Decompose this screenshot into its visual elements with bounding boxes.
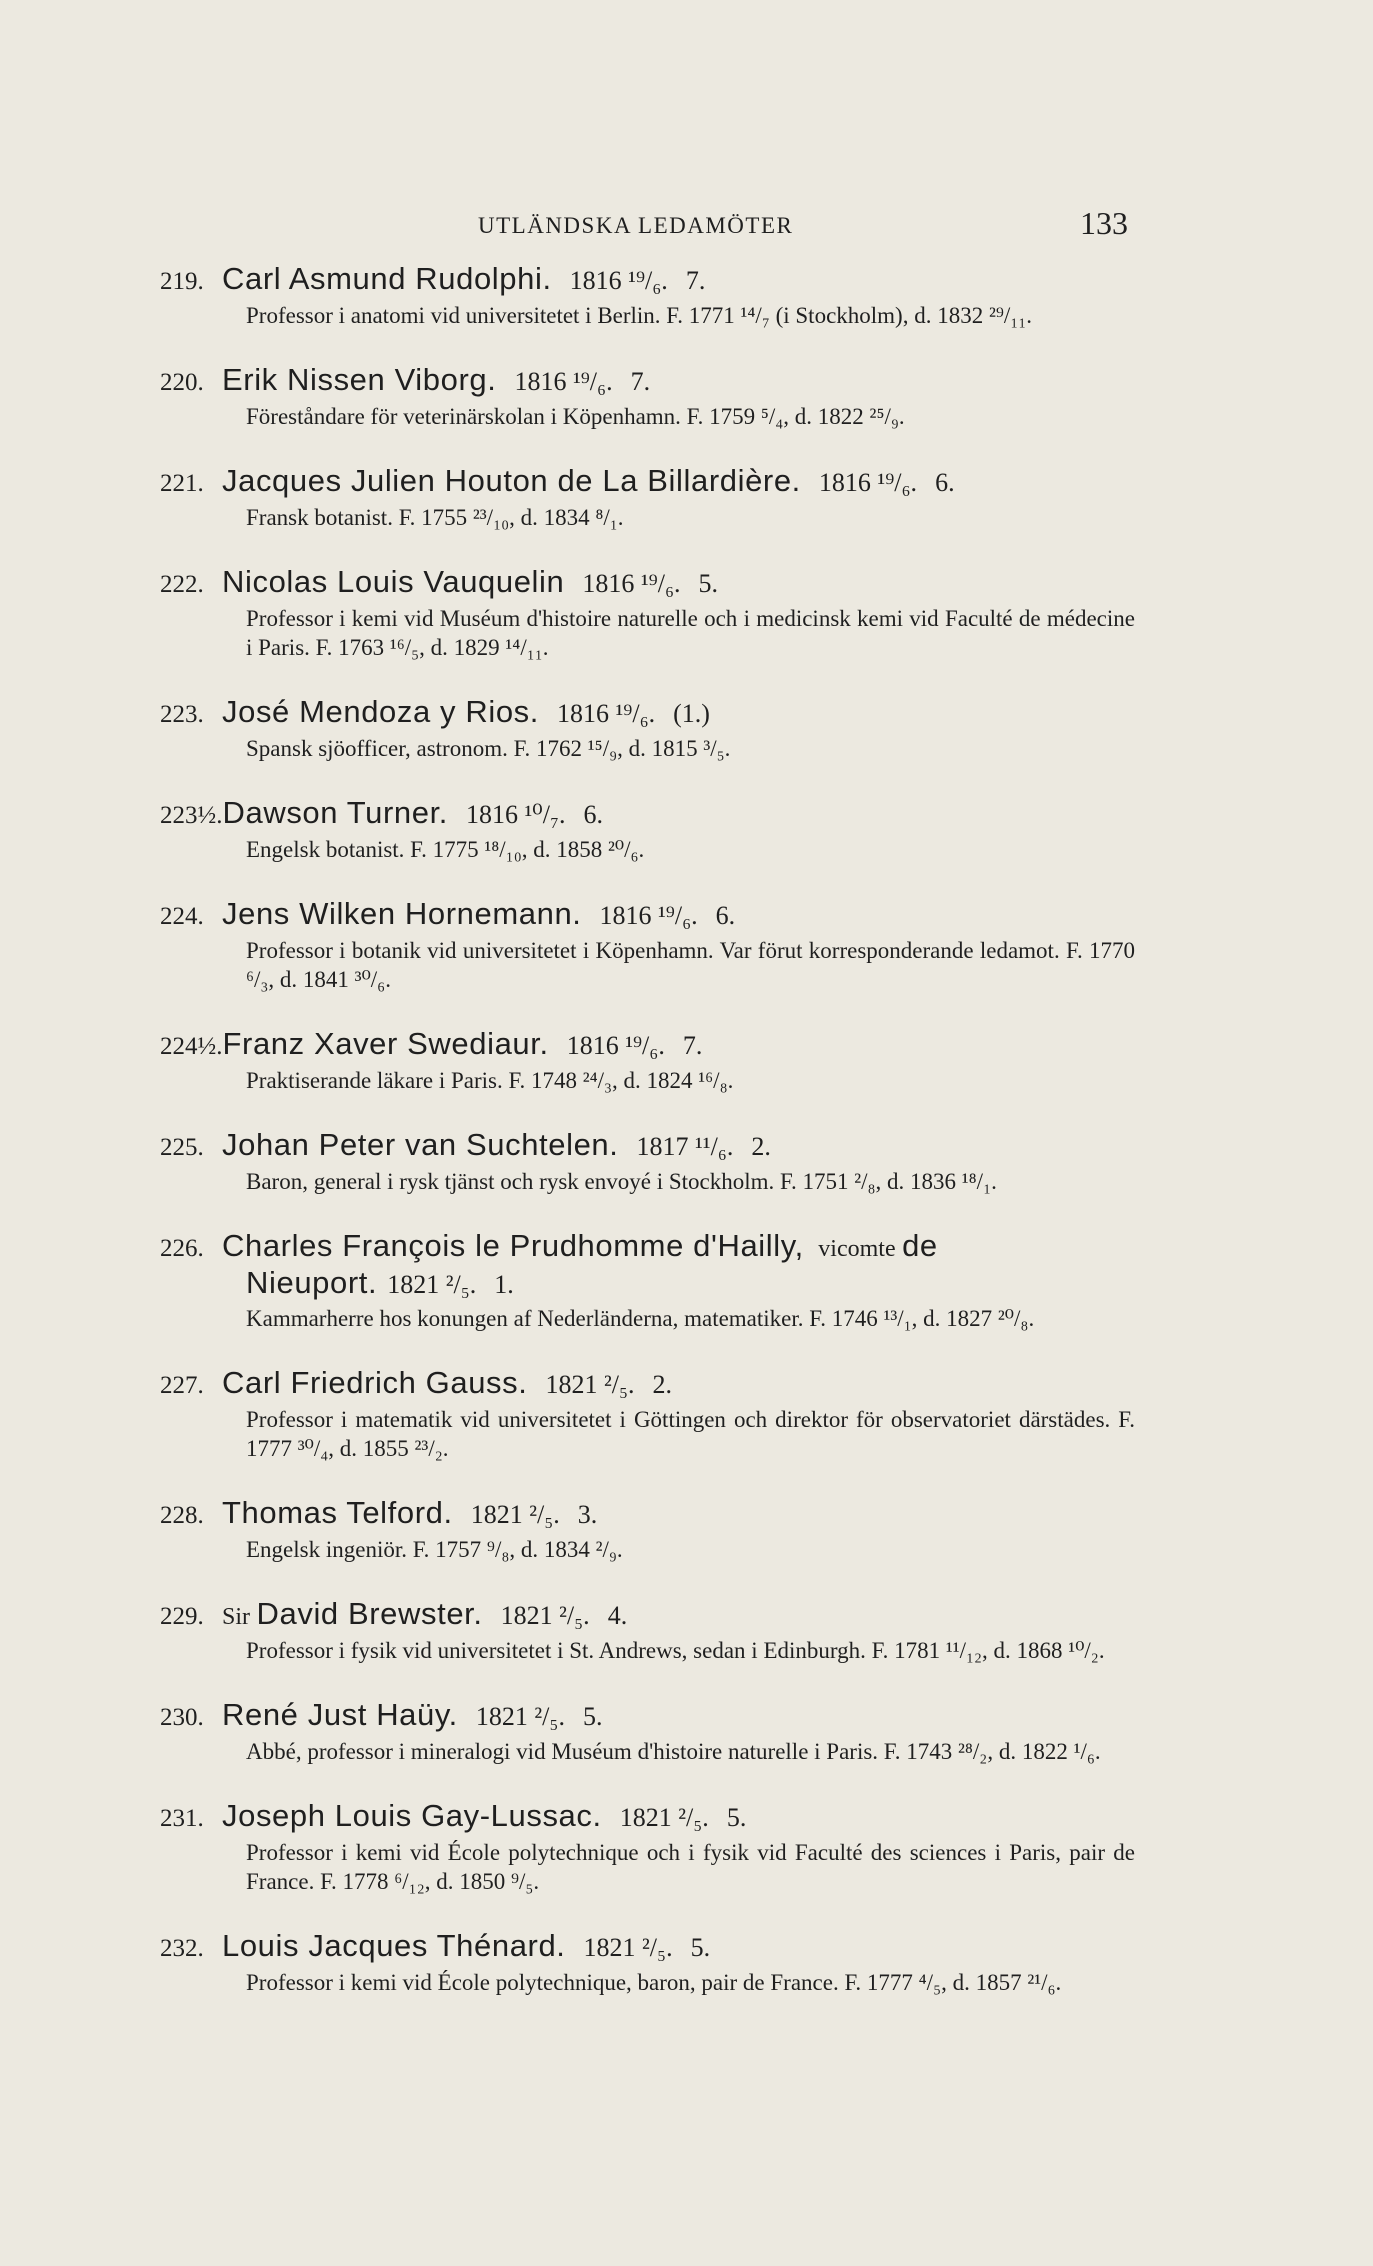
- class-number: 5.: [582, 1702, 603, 1731]
- member-name: Jacques Julien Houton de La Billardière.: [222, 463, 801, 498]
- entry-231: [160, 1799, 1135, 1896]
- member-name: José Mendoza y Rios.: [222, 694, 539, 729]
- entry-list: [160, 262, 1135, 2030]
- entry-number: 225.: [160, 1134, 204, 1161]
- entry-number: 229.: [160, 1603, 204, 1630]
- entry-223-half: [160, 796, 1135, 864]
- election-date: 1816 ¹⁹/₆.: [582, 569, 681, 598]
- member-name: Franz Xaver Swediaur.: [222, 1026, 549, 1061]
- class-number: 1.: [494, 1270, 514, 1299]
- entry-220: [160, 363, 1135, 431]
- election-date: 1821 ²/₅.: [470, 1500, 560, 1529]
- member-description: Professor i kemi vid École polytechnique, baron, pair de France. F. 1777 ⁴/₅, d. 1857 ²¹/₆.: [246, 1970, 1062, 1995]
- member-description: Föreståndare för veterinärskolan i Köpenhamn. F. 1759 ⁵/₄, d. 1822 ²⁵/₉.: [246, 404, 905, 429]
- class-number: 4.: [607, 1601, 628, 1630]
- election-date: 1821 ²/₅.: [387, 1270, 477, 1299]
- election-date: 1816 ¹⁰/₇.: [466, 800, 566, 829]
- election-date: 1821 ²/₅.: [583, 1933, 673, 1962]
- entry-232: [160, 1929, 1135, 1997]
- entry-number: 222.: [160, 571, 204, 598]
- election-date: 1817 ¹¹/₆.: [636, 1132, 734, 1161]
- entry-219: [160, 262, 1135, 330]
- member-description: Kammarherre hos konungen af Nederländerna, matematiker. F. 1746 ¹³/₁, d. 1827 ²⁰/₈.: [246, 1306, 1035, 1331]
- election-date: 1816 ¹⁹/₆.: [599, 901, 698, 930]
- entry-227: [160, 1366, 1135, 1463]
- class-number: 6.: [935, 468, 955, 497]
- member-description: Professor i matematik vid universitetet i Göttingen och direktor för observatoriet därstädes. F. 1777 ³⁰/₄, d. 1855 ²³/₂.: [246, 1407, 1135, 1461]
- entry-number: 230.: [160, 1704, 204, 1731]
- member-description: Professor i fysik vid universitetet i St. Andrews, sedan i Edinburgh. F. 1781 ¹¹/₁₂, d. 1868 ¹⁰/₂.: [246, 1638, 1105, 1663]
- entry-230: [160, 1698, 1135, 1766]
- entry-221: [160, 464, 1135, 532]
- class-number: 5.: [726, 1803, 747, 1832]
- member-name: Joseph Louis Gay-Lussac.: [222, 1798, 602, 1833]
- member-description: Professor i kemi vid Muséum d'histoire naturelle och i medicinsk kemi vid Faculté de médecine i Paris. F. 1763 ¹⁶/₅, d. 1829 ¹⁴/₁₁.: [246, 606, 1135, 660]
- entry-number: 226.: [160, 1235, 204, 1262]
- class-number: (1.): [673, 699, 710, 728]
- member-name: Dawson Turner.: [222, 795, 449, 830]
- entry-222: [160, 565, 1135, 662]
- member-description: Professor i kemi vid École polytechnique och i fysik vid Faculté des sciences i Paris, pair de France. F. 1778 ⁶/₁₂, d. 1850 ⁹/₅.: [246, 1840, 1135, 1894]
- member-name: Nicolas Louis Vauquelin: [222, 564, 565, 599]
- entry-number: 232.: [160, 1935, 204, 1962]
- entry-224-half: [160, 1027, 1135, 1095]
- member-name: Carl Friedrich Gauss.: [222, 1365, 528, 1400]
- member-name-tail: Nieuport.: [246, 1265, 378, 1300]
- entry-number: 227.: [160, 1372, 204, 1399]
- member-name: Johan Peter van Suchtelen.: [222, 1127, 619, 1162]
- entry-225: [160, 1128, 1135, 1196]
- member-description: Fransk botanist. F. 1755 ²³/₁₀, d. 1834 ⁸/₁.: [246, 505, 624, 530]
- entry-228: [160, 1496, 1135, 1564]
- running-title: UTLÄNDSKA LEDAMÖTER: [478, 213, 794, 238]
- entry-number: 221.: [160, 470, 204, 497]
- class-number: 2.: [751, 1132, 771, 1161]
- entry-223: [160, 695, 1135, 763]
- election-date: 1821 ²/₅.: [475, 1702, 565, 1731]
- class-number: 7.: [682, 1031, 703, 1060]
- entry-226: [160, 1229, 1135, 1333]
- election-date: 1816 ¹⁹/₆.: [556, 699, 656, 728]
- page-number: 133: [1080, 205, 1128, 241]
- member-name-continuation: [160, 1266, 1135, 1302]
- class-number: 5.: [690, 1933, 711, 1962]
- member-description: Baron, general i rysk tjänst och rysk envoyé i Stockholm. F. 1751 ²/₈, d. 1836 ¹⁸/₁.: [246, 1169, 997, 1194]
- member-name: David Brewster.: [256, 1596, 483, 1631]
- election-date: 1816 ¹⁹/₆.: [566, 1031, 665, 1060]
- entry-229: [160, 1597, 1135, 1665]
- election-date: 1816 ¹⁹/₆.: [818, 468, 918, 497]
- member-name: Erik Nissen Viborg.: [222, 362, 497, 397]
- entry-number: 220.: [160, 369, 204, 396]
- member-description: Engelsk ingeniör. F. 1757 ⁹/₈, d. 1834 ²/₉.: [246, 1537, 623, 1562]
- member-description: Spansk sjöofficer, astronom. F. 1762 ¹⁵/₉, d. 1815 ³/₅.: [246, 736, 731, 761]
- class-number: 7.: [630, 367, 651, 396]
- member-title: vicomte: [818, 1236, 896, 1262]
- class-number: 7.: [685, 266, 706, 295]
- class-number: 6.: [715, 901, 736, 930]
- member-name: Louis Jacques Thénard.: [222, 1928, 566, 1963]
- member-description: Abbé, professor i mineralogi vid Muséum d'histoire naturelle i Paris. F. 1743 ²⁸/₂, d. 1822 ¹/₆.: [246, 1739, 1101, 1764]
- entry-number: 224½.: [160, 1033, 223, 1060]
- class-number: 3.: [577, 1500, 598, 1529]
- running-head: [0, 205, 1373, 245]
- entry-number: 228.: [160, 1502, 204, 1529]
- entry-number: 219.: [160, 268, 204, 295]
- election-date: 1816 ¹⁹/₆.: [569, 266, 668, 295]
- class-number: 6.: [583, 800, 604, 829]
- member-name: Carl Asmund Rudolphi.: [222, 261, 552, 296]
- member-description: Praktiserande läkare i Paris. F. 1748 ²⁴/₃, d. 1824 ¹⁶/₈.: [246, 1068, 734, 1093]
- class-number: 2.: [652, 1370, 673, 1399]
- member-name-particle: de: [902, 1228, 938, 1263]
- election-date: 1821 ²/₅.: [619, 1803, 709, 1832]
- entry-number: 223½.: [160, 802, 223, 829]
- election-date: 1821 ²/₅.: [500, 1601, 590, 1630]
- member-name: Jens Wilken Hornemann.: [222, 896, 582, 931]
- member-name: René Just Haüy.: [222, 1697, 458, 1732]
- member-description: Professor i botanik vid universitetet i Köpenhamn. Var förut korresponderande ledamot. F. 1770 ⁶/₃, d. 1841 ³⁰/₆.: [246, 938, 1135, 992]
- member-description: Professor i anatomi vid universitetet i Berlin. F. 1771 ¹⁴/₇ (i Stockholm), d. 1832 ²⁹/₁₁.: [246, 303, 1033, 328]
- entry-number: 224.: [160, 903, 204, 930]
- election-date: 1821 ²/₅.: [545, 1370, 635, 1399]
- member-description: Engelsk botanist. F. 1775 ¹⁸/₁₀, d. 1858 ²⁰/₆.: [246, 837, 645, 862]
- entry-224: [160, 897, 1135, 994]
- election-date: 1816 ¹⁹/₆.: [514, 367, 613, 396]
- member-honorific: Sir: [222, 1604, 251, 1630]
- member-name: Charles François le Prudhomme d'Hailly,: [222, 1228, 804, 1263]
- entry-number: 223.: [160, 701, 204, 728]
- class-number: 5.: [698, 569, 719, 598]
- member-name: Thomas Telford.: [222, 1495, 453, 1530]
- entry-number: 231.: [160, 1805, 204, 1832]
